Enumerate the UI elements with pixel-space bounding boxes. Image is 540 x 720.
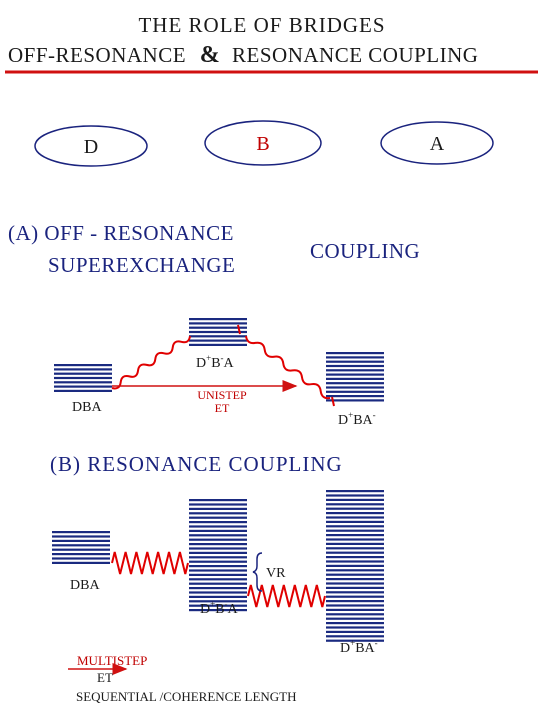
section-a-label-line1: (A) OFF - RESONANCE bbox=[8, 221, 234, 245]
multistep-et-label: ET bbox=[97, 670, 113, 685]
a-coupling-wave-right bbox=[246, 336, 330, 398]
energy-level bbox=[189, 591, 247, 593]
energy-level bbox=[326, 591, 384, 593]
energy-level bbox=[54, 368, 112, 370]
energy-level bbox=[326, 374, 384, 376]
energy-level bbox=[52, 553, 110, 555]
energy-level bbox=[326, 494, 384, 496]
b-acceptor-levels bbox=[326, 490, 384, 642]
energy-level bbox=[52, 535, 110, 537]
energy-level bbox=[326, 613, 384, 615]
energy-level bbox=[326, 503, 384, 505]
b-resonance-wave-right bbox=[248, 585, 325, 607]
energy-level bbox=[326, 618, 384, 620]
energy-level bbox=[326, 538, 384, 540]
energy-level bbox=[326, 574, 384, 576]
energy-level bbox=[326, 499, 384, 501]
section-a-coupling: COUPLING bbox=[310, 239, 421, 263]
energy-level bbox=[326, 565, 384, 567]
a-dba-levels bbox=[54, 364, 112, 392]
energy-level bbox=[326, 356, 384, 358]
energy-level bbox=[189, 517, 247, 519]
energy-level bbox=[326, 369, 384, 371]
energy-level bbox=[189, 596, 247, 598]
b-bridge-levels bbox=[189, 499, 247, 611]
energy-level bbox=[189, 561, 247, 563]
energy-level bbox=[52, 549, 110, 551]
energy-level bbox=[189, 512, 247, 514]
energy-level bbox=[326, 631, 384, 633]
energy-level bbox=[189, 569, 247, 571]
energy-level bbox=[52, 544, 110, 546]
energy-level bbox=[189, 318, 247, 320]
energy-level bbox=[326, 512, 384, 514]
energy-level bbox=[189, 340, 247, 342]
multistep-label: MULTISTEP bbox=[77, 653, 148, 668]
energy-level bbox=[326, 569, 384, 571]
a-dba-label: DBA bbox=[72, 400, 102, 415]
title-line1: THE ROLE OF BRIDGES bbox=[138, 13, 386, 37]
energy-level bbox=[326, 587, 384, 589]
energy-level bbox=[326, 530, 384, 532]
energy-level bbox=[326, 386, 384, 388]
vr-label: VR bbox=[266, 566, 286, 581]
oval-b-label: B bbox=[256, 133, 270, 155]
energy-level bbox=[189, 565, 247, 567]
a-dpba-label: D+B-A bbox=[196, 353, 234, 371]
b-resonance-wave-left bbox=[112, 552, 188, 574]
energy-level bbox=[189, 539, 247, 541]
oval-a-label: A bbox=[429, 133, 445, 155]
svg-text:OFF-RESONANCE & RESONA bbox=[8, 42, 478, 68]
energy-level bbox=[326, 556, 384, 558]
energy-level bbox=[52, 557, 110, 559]
energy-level bbox=[326, 382, 384, 384]
energy-level bbox=[326, 361, 384, 363]
energy-level bbox=[54, 386, 112, 388]
energy-level bbox=[326, 582, 384, 584]
energy-level bbox=[189, 508, 247, 510]
energy-level bbox=[52, 562, 110, 564]
energy-level bbox=[54, 364, 112, 366]
section-a-label-line2: SUPEREXCHANGE bbox=[48, 253, 236, 277]
energy-level bbox=[326, 560, 384, 562]
energy-level bbox=[326, 399, 384, 401]
energy-level bbox=[52, 531, 110, 533]
title-line2b: RESONANCE COUPLING bbox=[232, 43, 479, 67]
energy-level bbox=[326, 552, 384, 554]
energy-level bbox=[326, 525, 384, 527]
energy-level bbox=[189, 499, 247, 501]
energy-level bbox=[189, 556, 247, 558]
energy-level bbox=[54, 377, 112, 379]
energy-level bbox=[326, 622, 384, 624]
b-dba-label: DBA bbox=[70, 578, 100, 593]
energy-level bbox=[189, 525, 247, 527]
energy-level bbox=[189, 503, 247, 505]
energy-level bbox=[326, 596, 384, 598]
oval-d-label: D bbox=[83, 136, 99, 158]
energy-level bbox=[326, 578, 384, 580]
energy-level bbox=[189, 534, 247, 536]
energy-level bbox=[326, 391, 384, 393]
energy-level bbox=[52, 540, 110, 542]
energy-level bbox=[189, 552, 247, 554]
energy-level bbox=[54, 390, 112, 392]
energy-level bbox=[326, 626, 384, 628]
energy-level bbox=[189, 521, 247, 523]
energy-level bbox=[54, 373, 112, 375]
energy-level bbox=[326, 516, 384, 518]
a-bridge-levels bbox=[189, 318, 247, 346]
energy-level bbox=[189, 547, 247, 549]
energy-level bbox=[326, 490, 384, 492]
energy-level bbox=[326, 547, 384, 549]
energy-level bbox=[326, 508, 384, 510]
oval-a bbox=[381, 122, 493, 164]
energy-level bbox=[326, 609, 384, 611]
a-coupling-wave-left bbox=[112, 336, 190, 388]
energy-level bbox=[189, 583, 247, 585]
energy-level bbox=[189, 543, 247, 545]
energy-level bbox=[326, 604, 384, 606]
a-acceptor-levels bbox=[326, 352, 384, 402]
energy-level bbox=[189, 578, 247, 580]
energy-level bbox=[326, 600, 384, 602]
a-dbpa-label: D+BA- bbox=[338, 410, 376, 428]
energy-level bbox=[189, 331, 247, 333]
sequential-label: SEQUENTIAL /COHERENCE LENGTH bbox=[76, 689, 297, 704]
a-unistep-label-2: ET bbox=[214, 401, 230, 415]
energy-level bbox=[189, 322, 247, 324]
section-b-label: (B) RESONANCE COUPLING bbox=[50, 452, 343, 476]
a-acceptor-tick bbox=[332, 397, 334, 406]
energy-level bbox=[189, 587, 247, 589]
energy-level bbox=[189, 344, 247, 346]
title-ampersand: & bbox=[199, 42, 221, 68]
vr-brace bbox=[253, 553, 262, 591]
energy-level bbox=[189, 335, 247, 337]
title-line2: OFF-RESONANCE bbox=[8, 43, 187, 67]
a-unistep-label-1: UNISTEP bbox=[197, 388, 247, 402]
energy-level bbox=[326, 352, 384, 354]
oval-b bbox=[205, 121, 321, 165]
b-dpba-label: D+B-A bbox=[200, 599, 238, 617]
energy-level bbox=[54, 381, 112, 383]
energy-level bbox=[189, 530, 247, 532]
energy-level bbox=[189, 574, 247, 576]
b-dba-levels bbox=[52, 531, 110, 564]
energy-level bbox=[326, 543, 384, 545]
oval-d bbox=[35, 126, 147, 166]
energy-level bbox=[326, 521, 384, 523]
energy-level bbox=[326, 365, 384, 367]
b-dbpa-label: D+BA- bbox=[340, 638, 378, 656]
energy-level bbox=[326, 534, 384, 536]
energy-level bbox=[326, 378, 384, 380]
energy-level bbox=[326, 395, 384, 397]
